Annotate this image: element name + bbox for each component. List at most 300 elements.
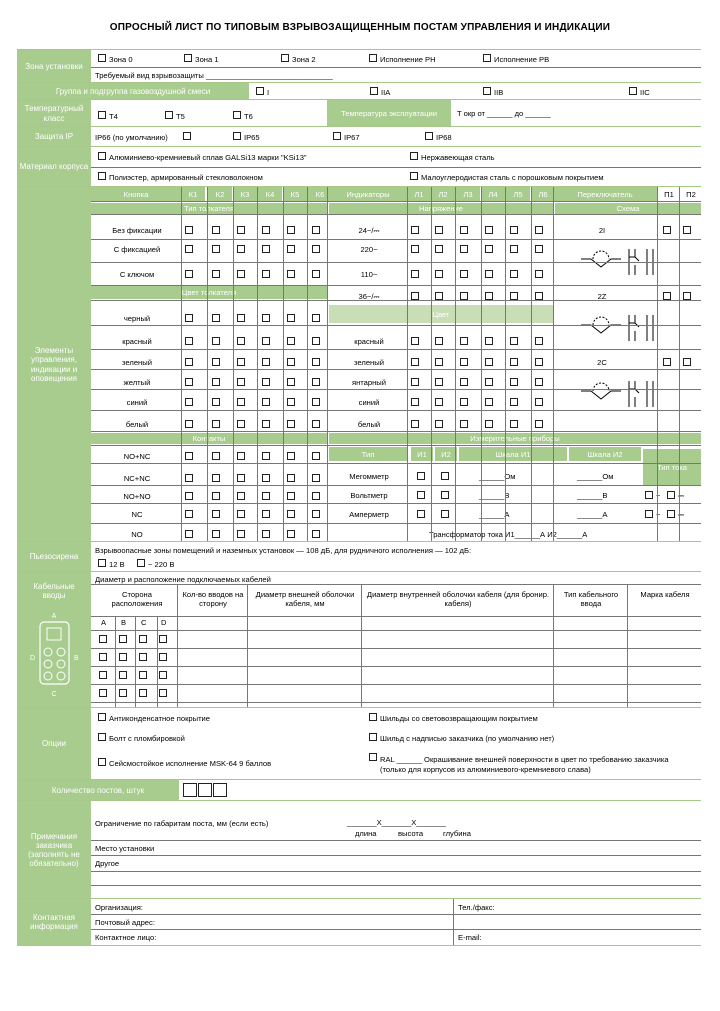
cable-row-3-side-1-checkbox[interactable] [119,689,127,697]
material-polyester-checkbox[interactable] [98,172,106,180]
zone-1-checkbox[interactable] [184,54,192,62]
t4-checkbox[interactable] [98,111,106,119]
k-header-6: К6 [308,187,332,201]
grid-vline [327,187,328,542]
contact-2-k1-checkbox[interactable] [185,492,193,500]
l-header-2: Л2 [431,187,455,201]
siren-12v-label: 12 В [109,560,125,569]
pusher-color-0-k2-checkbox[interactable] [212,314,220,322]
gas-iia-label: IIA [381,88,391,97]
contact-3-k2-checkbox[interactable] [212,510,220,518]
contact-address-field[interactable]: Почтовый адрес: [95,918,155,927]
pusher-color-0-k6-checkbox[interactable] [312,314,320,322]
cable-vline [247,584,248,708]
rv-checkbox[interactable] [483,54,491,62]
section-siren [17,541,701,572]
pusher-color-1-k5-checkbox[interactable] [287,337,295,345]
ip67-checkbox[interactable] [333,132,341,140]
ind-color-2-l1-checkbox[interactable] [411,378,419,386]
ind-color-1-l3-checkbox[interactable] [460,358,468,366]
grid-vline [283,187,284,542]
cable-vline [627,584,628,708]
ind-color-3-l1-checkbox[interactable] [411,398,419,406]
pusher-0-k4-checkbox[interactable] [262,226,270,234]
contact-1-k1-checkbox[interactable] [185,474,193,482]
switch-header: Переключатель [553,187,657,201]
voltage-2-l3-checkbox[interactable] [460,270,468,278]
pusher-color-3-k1-checkbox[interactable] [185,378,193,386]
cable-hline [91,648,701,649]
pusher-color-5-k6-checkbox[interactable] [312,420,320,428]
pusher-color-5-k2-checkbox[interactable] [212,420,220,428]
notes-dim-length: длина [355,829,377,838]
material-alu-checkbox[interactable] [98,152,106,160]
cable-row-0-side-1-checkbox[interactable] [119,635,127,643]
zone-0-checkbox[interactable] [98,54,106,62]
ind-color-0-l4-checkbox[interactable] [485,337,493,345]
pusher-color-1-k2-checkbox[interactable] [212,337,220,345]
siren-220v-checkbox[interactable] [137,559,145,567]
material-steel-checkbox[interactable] [410,152,418,160]
voltage-2-l6-checkbox[interactable] [535,270,543,278]
meter-0-i2-checkbox[interactable] [441,472,449,480]
gas-i-checkbox[interactable] [256,87,264,95]
pusher-color-2-k2-checkbox[interactable] [212,358,220,366]
contact-3-k3-checkbox[interactable] [237,510,245,518]
notes-dims-field[interactable]: _______X_______X_______ [347,818,446,827]
meter-1-i2-checkbox[interactable] [441,491,449,499]
voltage-0-l1-checkbox[interactable] [411,226,419,234]
ind-color-3-l3-checkbox[interactable] [460,398,468,406]
contact-2-k2-checkbox[interactable] [212,492,220,500]
contact-1-k5-checkbox[interactable] [287,474,295,482]
voltage-row-3: 36~/⎓ [358,292,380,301]
cable-row-2-side-2-checkbox[interactable] [139,671,147,679]
rn-checkbox[interactable] [369,54,377,62]
pusher-1-k1-checkbox[interactable] [185,245,193,253]
material-label: Материал корпуса [17,147,91,187]
grid-vline [407,187,408,542]
grid-hline [91,349,701,350]
l-header-5: Л5 [506,187,530,201]
voltage-2-l4-checkbox[interactable] [485,270,493,278]
pusher-color-3-k5-checkbox[interactable] [287,378,295,386]
qty-digit-2[interactable] [198,783,212,797]
voltage-1-l2-checkbox[interactable] [435,245,443,253]
scheme-0-p1-checkbox[interactable] [663,226,671,234]
temp-range-field[interactable]: T окр от ______ до ______ [457,109,551,118]
pusher-color-3: желтый [123,378,151,387]
material-polyester-label: Полиэстер, армированный стекловолокном [109,173,263,182]
pusher-color-5-k3-checkbox[interactable] [237,420,245,428]
zone-1-label: Зона 1 [195,55,219,64]
pusher-color-0-k1-checkbox[interactable] [185,314,193,322]
pusher-color-4-k6-checkbox[interactable] [312,398,320,406]
voltage-1-l4-checkbox[interactable] [485,245,493,253]
ip67-label: IP67 [344,133,360,142]
meter-row-0: Мегомметр [349,472,389,481]
scheme-diagram-2 [577,377,673,411]
scheme-2-p1-checkbox[interactable] [663,358,671,366]
contact-email-field[interactable]: E-mail: [458,933,482,942]
pusher-color-2-k1-checkbox[interactable] [185,358,193,366]
cable-header-0: Сторона расположения [111,590,163,609]
grid-hline [91,325,701,326]
voltage-3-l2-checkbox[interactable] [435,292,443,300]
meter-2-i1-checkbox[interactable] [417,510,425,518]
material-lowcarbon-checkbox[interactable] [410,172,418,180]
ind-color-4-l3-checkbox[interactable] [460,420,468,428]
ind-color-0-l3-checkbox[interactable] [460,337,468,345]
cable-row-1-side-3-checkbox[interactable] [159,653,167,661]
ind-color-4-l2-checkbox[interactable] [435,420,443,428]
ind-color-2-l3-checkbox[interactable] [460,378,468,386]
ind-color-4-l1-checkbox[interactable] [411,420,419,428]
pusher-color-2-k5-checkbox[interactable] [287,358,295,366]
voltage-3-l1-checkbox[interactable] [411,292,419,300]
pusher-0-k3-checkbox[interactable] [237,226,245,234]
meter-2-i2-checkbox[interactable] [441,510,449,518]
meter-header-0: Тип [329,447,407,461]
scheme-1-p1-checkbox[interactable] [663,292,671,300]
pusher-color-2: зеленый [122,358,152,367]
ind-color-2-l6-checkbox[interactable] [535,378,543,386]
cable-row-1-side-1-checkbox[interactable] [119,653,127,661]
option-anticondensate-checkbox[interactable] [98,713,106,721]
pusher-1-k6-checkbox[interactable] [312,245,320,253]
cable-row-2-side-3-checkbox[interactable] [159,671,167,679]
siren-12v-checkbox[interactable] [98,559,106,567]
voltage-3-l4-checkbox[interactable] [485,292,493,300]
ind-color-0-l1-checkbox[interactable] [411,337,419,345]
voltage-0-l4-checkbox[interactable] [485,226,493,234]
pusher-color-0-k3-checkbox[interactable] [237,314,245,322]
pusher-color-1-k3-checkbox[interactable] [237,337,245,345]
pusher-color-2-k4-checkbox[interactable] [262,358,270,366]
contact-row-0: NO+NC [123,452,151,461]
voltage-header: Напряжение [329,203,553,214]
pusher-1-k4-checkbox[interactable] [262,245,270,253]
ind-color-3-l5-checkbox[interactable] [510,398,518,406]
section-temp [17,99,701,127]
transformer-field[interactable]: Трансформатор тока И1______А И2______А [429,530,588,539]
contact-person-field[interactable]: Контактное лицо: [95,933,157,942]
contact-0-k1-checkbox[interactable] [185,452,193,460]
voltage-0-l3-checkbox[interactable] [460,226,468,234]
voltage-3-l6-checkbox[interactable] [535,292,543,300]
contact-1-k2-checkbox[interactable] [212,474,220,482]
ind-color-2-l5-checkbox[interactable] [510,378,518,386]
pusher-color-0-k4-checkbox[interactable] [262,314,270,322]
contact-2-k6-checkbox[interactable] [312,492,320,500]
voltage-1-l3-checkbox[interactable] [460,245,468,253]
pusher-color-4-k1-checkbox[interactable] [185,398,193,406]
pusher-color-4-k3-checkbox[interactable] [237,398,245,406]
meter-1-scale2: ______В [577,491,608,500]
cable-hline [91,616,701,617]
contact-2-k4-checkbox[interactable] [262,492,270,500]
t6-checkbox[interactable] [233,111,241,119]
ind-color-1-l2-checkbox[interactable] [435,358,443,366]
ind-color-4-l4-checkbox[interactable] [485,420,493,428]
cable-hline [91,666,701,667]
cable-row-1-side-2-checkbox[interactable] [139,653,147,661]
ind-color-4-l6-checkbox[interactable] [535,420,543,428]
cable-row-0-side-0-checkbox[interactable] [99,635,107,643]
contact-4-k4-checkbox[interactable] [262,530,270,538]
gas-i-label: I [267,88,270,97]
option-anticondensate-label: Антиконденсатное покрытие [109,714,211,723]
t5-checkbox[interactable] [165,111,173,119]
ip68-checkbox[interactable] [425,132,433,140]
cable-row-2-side-1-checkbox[interactable] [119,671,127,679]
zone-2-checkbox[interactable] [281,54,289,62]
pusher-color-1-k4-checkbox[interactable] [262,337,270,345]
option-seal-bolt-checkbox[interactable] [98,733,106,741]
gas-iic-checkbox[interactable] [629,87,637,95]
option-seal-bolt-label: Болт с пломбировкой [109,734,185,743]
pusher-1-k3-checkbox[interactable] [237,245,245,253]
ind-color-3-l4-checkbox[interactable] [485,398,493,406]
grid-vline [181,187,182,542]
k-header-3: К3 [233,187,257,201]
pusher-2-k3-checkbox[interactable] [237,270,245,278]
contact-4-k6-checkbox[interactable] [312,530,320,538]
contact-3-k5-checkbox[interactable] [287,510,295,518]
ind-color-1-l1-checkbox[interactable] [411,358,419,366]
cable-header-3: Диаметр внутренней оболочки кабеля (для бронир. кабеля) [366,590,550,609]
pusher-color-5: белый [125,420,149,429]
pusher-row-0: Без фиксации [112,226,162,235]
pusher-color-0-k5-checkbox[interactable] [287,314,295,322]
voltage-3-l5-checkbox[interactable] [510,292,518,300]
voltage-1-l1-checkbox[interactable] [411,245,419,253]
buttons-header: Кнопка [91,187,181,201]
cable-hline [91,684,701,685]
scheme-2-p2-checkbox[interactable] [683,358,691,366]
elements-label: Элементы управления, индикации и оповещения [17,187,91,542]
contact-1-k3-checkbox[interactable] [237,474,245,482]
explosion-protection-field[interactable]: Требуемый вид взрывозащиты ______________________________ [95,71,333,80]
cable-side-vline [157,616,158,708]
scheme-0: 2I [598,226,606,235]
contact-4-k5-checkbox[interactable] [287,530,295,538]
section-ip [17,126,701,147]
voltage-2-l2-checkbox[interactable] [435,270,443,278]
contact-3-k1-checkbox[interactable] [185,510,193,518]
pusher-2-k6-checkbox[interactable] [312,270,320,278]
grid-vline [505,187,506,542]
pusher-0-k6-checkbox[interactable] [312,226,320,234]
contact-2-k5-checkbox[interactable] [287,492,295,500]
cable-vline [361,584,362,708]
voltage-2-l1-checkbox[interactable] [411,270,419,278]
meter-header-4: Шкала И2 [569,447,641,461]
cable-side-vline [115,616,116,708]
contact-3-k4-checkbox[interactable] [262,510,270,518]
ind-color-1-l5-checkbox[interactable] [510,358,518,366]
contact-4-k3-checkbox[interactable] [237,530,245,538]
pusher-color-5-k4-checkbox[interactable] [262,420,270,428]
material-lowcarbon-label: Малоуглеродистая сталь с порошковым покрытием [421,173,604,182]
contact-2-k3-checkbox[interactable] [237,492,245,500]
voltage-3-l3-checkbox[interactable] [460,292,468,300]
option-custom-plate-checkbox[interactable] [369,733,377,741]
section-zone [17,49,701,83]
cable-side-2: C [141,618,147,627]
contact-0-k5-checkbox[interactable] [287,452,295,460]
p1-header: П1 [664,190,674,199]
ind-color-1-l6-checkbox[interactable] [535,358,543,366]
pusher-2-k1-checkbox[interactable] [185,270,193,278]
contact-phone-field[interactable]: Тел./факс: [458,903,495,912]
pusher-color-3-k6-checkbox[interactable] [312,378,320,386]
ind-color-2-l2-checkbox[interactable] [435,378,443,386]
cable-hline [91,584,701,585]
current-1-ac-checkbox[interactable] [645,510,653,518]
cable-row-0-side-3-checkbox[interactable] [159,635,167,643]
pusher-color-2-k6-checkbox[interactable] [312,358,320,366]
pusher-1-k5-checkbox[interactable] [287,245,295,253]
pusher-1-k2-checkbox[interactable] [212,245,220,253]
option-seismic-label: Сейсмостойкое исполнение MSK-64 9 баллов [109,759,272,768]
grid-vline [431,187,432,542]
option-ral-checkbox[interactable] [369,753,377,761]
ip65-checkbox[interactable] [233,132,241,140]
meter-row-2: Амперметр [349,510,389,519]
pusher-2-k5-checkbox[interactable] [287,270,295,278]
qty-digit-3[interactable] [213,783,227,797]
ip66-checkbox[interactable] [183,132,191,140]
ind-color-3-l6-checkbox[interactable] [535,398,543,406]
pusher-color-2-k3-checkbox[interactable] [237,358,245,366]
section-options [17,707,701,780]
section-cable [17,571,701,708]
pusher-color-3-k4-checkbox[interactable] [262,378,270,386]
voltage-row-2: 110~ [360,270,378,279]
cable-row-3-side-2-checkbox[interactable] [139,689,147,697]
voltage-2-l5-checkbox[interactable] [510,270,518,278]
scheme-0-p2-checkbox[interactable] [683,226,691,234]
voltage-0-l5-checkbox[interactable] [510,226,518,234]
pusher-color-4-k5-checkbox[interactable] [287,398,295,406]
contact-0-k2-checkbox[interactable] [212,452,220,460]
contact-1-k4-checkbox[interactable] [262,474,270,482]
l-header-3: Л3 [456,187,480,201]
pusher-0-k5-checkbox[interactable] [287,226,295,234]
contact-0-k4-checkbox[interactable] [262,452,270,460]
meter-header-5: Тип тока [643,449,701,485]
scheme-1-p2-checkbox[interactable] [683,292,691,300]
cable-row-1-side-0-checkbox[interactable] [99,653,107,661]
l-header-4: Л4 [481,187,505,201]
current-0-ac-checkbox[interactable] [645,491,653,499]
zone-0-label: Зона 0 [109,55,133,64]
ind-color-4-l5-checkbox[interactable] [510,420,518,428]
cable-caption: Диаметр и расположение подключаемых кабелей [95,575,271,584]
contact-label: Контактная информация [17,899,91,945]
pusher-color-3-k3-checkbox[interactable] [237,378,245,386]
cable-row-3-side-3-checkbox[interactable] [159,689,167,697]
zone-2-label: Зона 2 [292,55,316,64]
cable-side-3: D [161,618,167,627]
pusher-0-k2-checkbox[interactable] [212,226,220,234]
pusher-color-5-k1-checkbox[interactable] [185,420,193,428]
cable-header-1: Кол-во вводов на сторону [182,590,244,609]
gas-iia-checkbox[interactable] [370,87,378,95]
contact-0-k6-checkbox[interactable] [312,452,320,460]
voltage-1-l6-checkbox[interactable] [535,245,543,253]
cable-row-2-side-0-checkbox[interactable] [99,671,107,679]
grid-hline [91,285,701,286]
pusher-color-1-k1-checkbox[interactable] [185,337,193,345]
ind-color-2-l4-checkbox[interactable] [485,378,493,386]
ind-color-1-l4-checkbox[interactable] [485,358,493,366]
meter-1-i1-checkbox[interactable] [417,491,425,499]
pusher-color-0: черный [123,314,151,323]
meters-header: Измерительные приборы [329,433,701,444]
pusher-color-header: Цвет толкателя [91,286,327,299]
cable-row-0-side-2-checkbox[interactable] [139,635,147,643]
pusher-color-4-k2-checkbox[interactable] [212,398,220,406]
ip-label: Защита IP [17,127,91,147]
t6-label: T6 [244,112,253,121]
contact-org-field[interactable]: Организация: [95,903,143,912]
section-notes [17,800,701,899]
voltage-1-l5-checkbox[interactable] [510,245,518,253]
pusher-color-1-k6-checkbox[interactable] [312,337,320,345]
option-reflective-checkbox[interactable] [369,713,377,721]
voltage-row-0: 24~/⎓ [358,226,380,235]
gas-iib-label: IIB [494,88,504,97]
pusher-color-5-k5-checkbox[interactable] [287,420,295,428]
cable-row-3-side-0-checkbox[interactable] [99,689,107,697]
color-header: Цвет [329,305,553,323]
pusher-color-4-k4-checkbox[interactable] [262,398,270,406]
ind-color-0-l2-checkbox[interactable] [435,337,443,345]
contact-4-k1-checkbox[interactable] [185,530,193,538]
ind-color-0-l5-checkbox[interactable] [510,337,518,345]
zone-label: Зона установки [17,50,91,83]
notes-other-field[interactable]: Другое [95,859,120,868]
svg-text:B: B [74,655,79,662]
current-1-dc-checkbox[interactable] [667,510,675,518]
ind-color-3-l2-checkbox[interactable] [435,398,443,406]
cable-vline [553,584,554,708]
scheme-2: 2C [597,358,607,367]
qty-digit-1[interactable] [183,783,197,797]
pusher-0-k1-checkbox[interactable] [185,226,193,234]
contact-1-k6-checkbox[interactable] [312,474,320,482]
pusher-row-1: С фиксацией [113,245,161,254]
meter-0-i1-checkbox[interactable] [417,472,425,480]
current-0-dc-checkbox[interactable] [667,491,675,499]
pusher-2-k2-checkbox[interactable] [212,270,220,278]
contact-4-k2-checkbox[interactable] [212,530,220,538]
gas-iib-checkbox[interactable] [483,87,491,95]
voltage-0-l2-checkbox[interactable] [435,226,443,234]
scheme-header: Схема [555,203,701,214]
option-seismic-checkbox[interactable] [98,758,106,766]
pusher-color-3-k2-checkbox[interactable] [212,378,220,386]
cable-header-2: Диаметр внешней оболочки кабеля, мм [255,590,355,609]
pusher-2-k4-checkbox[interactable] [262,270,270,278]
notes-place-field[interactable]: Место установки [95,844,155,853]
contact-3-k6-checkbox[interactable] [312,510,320,518]
ind-color-0-l6-checkbox[interactable] [535,337,543,345]
voltage-0-l6-checkbox[interactable] [535,226,543,234]
contact-0-k3-checkbox[interactable] [237,452,245,460]
